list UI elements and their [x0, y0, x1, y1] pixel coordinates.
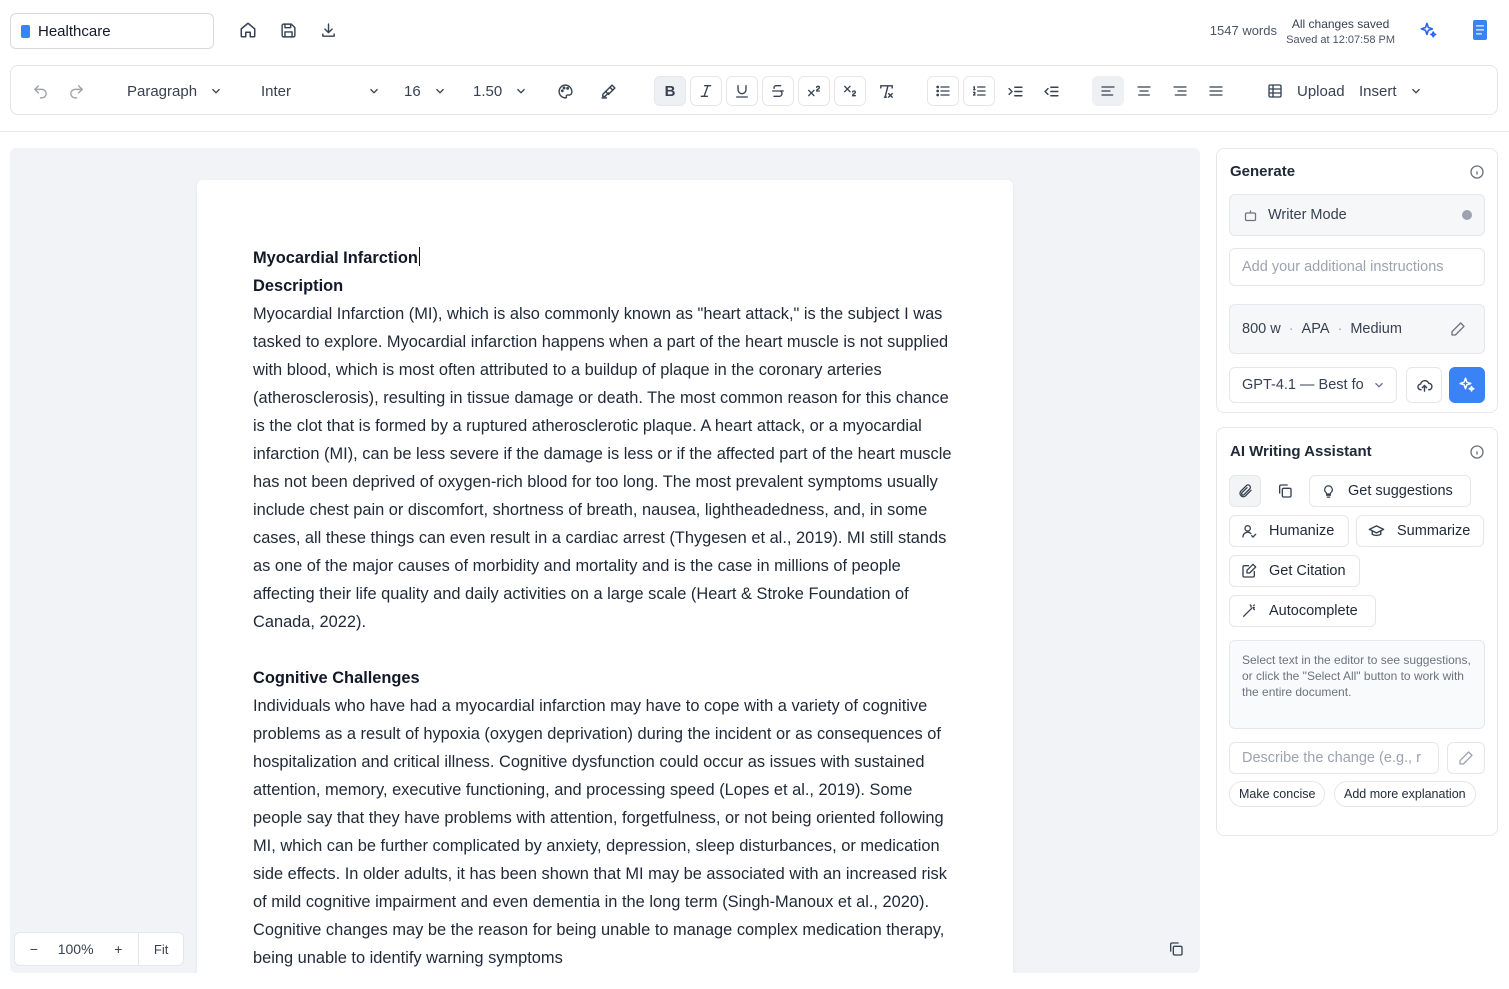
- chevron-down-icon: [209, 84, 223, 98]
- header-divider: [0, 131, 1509, 132]
- save-status: [1286, 16, 1395, 48]
- insert-table-button[interactable]: [1260, 76, 1290, 106]
- assistant-hint: Select text in the editor to see suggestions, or click the "Select All" button to work with the entire document.: [1229, 640, 1485, 729]
- document-title-field[interactable]: [10, 13, 214, 49]
- assistant-title: AI Writing Assistant: [1230, 443, 1372, 460]
- zoom-fit-button[interactable]: Fit: [153, 941, 169, 957]
- palette-icon: [557, 83, 574, 100]
- upload-reference-button[interactable]: [1406, 367, 1442, 403]
- redo-icon: [68, 83, 85, 100]
- insert-label: Insert: [1359, 82, 1397, 100]
- saved-timestamp: Saved at 12:07:58 PM: [1286, 34, 1395, 46]
- summarize-button[interactable]: [1356, 515, 1484, 547]
- describe-change-input[interactable]: Describe the change (e.g., r: [1229, 742, 1439, 774]
- citation-style: APA: [1301, 321, 1330, 337]
- bullet-list-button[interactable]: [927, 76, 959, 106]
- sparkle-icon: [1419, 21, 1438, 40]
- zoom-out-button[interactable]: −: [29, 941, 38, 957]
- highlighter-icon: [600, 83, 617, 100]
- word-count: 1547 words: [1209, 23, 1277, 38]
- justify-icon: [1208, 83, 1224, 99]
- undo-icon: [32, 83, 49, 100]
- quick-action-make-concise[interactable]: Make concise: [1229, 781, 1325, 807]
- top-header: [0, 0, 1509, 62]
- autocomplete-label: Autocomplete: [1269, 603, 1358, 619]
- upload-button[interactable]: [1297, 76, 1345, 106]
- get-suggestions-label: Get suggestions: [1348, 483, 1453, 499]
- apply-change-button[interactable]: [1447, 742, 1485, 774]
- redo-button[interactable]: [61, 76, 91, 106]
- table-icon: [1267, 83, 1283, 99]
- paragraph-cognitive: Individuals who have had a myocardial infarction may have to cope with a variety of cognitive problems as a result of hypoxia (oxygen deprivation) during the incident or as consequences of hospitalization and critical illness. Cognitive dysfunction could occur as issues with sustained attention, memory, executive functioning, and processing speed (Lopes et al., 2019). Some people say that they have problems with attention, forgetfulness, or not being oriented following MI, which can be further complicated by anxiety, depression, sleep disturbances, or medication side effects. In older adults, it has been shown that MI may be associated with an increased risk of mild cognitive impairment and even dementia in the long term (Singh-Manoux et al., 2020). Cognitive changes may be the reason for being unable to manage complex medication therapy, being unable to identify warning symptoms: [253, 697, 947, 967]
- undo-button[interactable]: [25, 76, 55, 106]
- user-icon: [1241, 523, 1257, 539]
- chevron-down-icon: [433, 84, 447, 98]
- get-citation-label: Get Citation: [1269, 563, 1346, 579]
- upload-cloud-icon: [1416, 377, 1433, 394]
- home-icon: [239, 21, 257, 39]
- lightbulb-icon: [1321, 484, 1336, 499]
- save-status-text: All changes saved: [1291, 17, 1390, 31]
- save-icon: [280, 22, 297, 39]
- outdent-button[interactable]: [1036, 76, 1066, 106]
- humanize-button[interactable]: [1229, 515, 1349, 547]
- font-family-value: Inter: [261, 82, 292, 100]
- pencil-icon[interactable]: [1450, 321, 1466, 337]
- doc-icon: [21, 25, 30, 38]
- align-center-icon: [1136, 83, 1152, 99]
- italic-button[interactable]: [690, 76, 722, 106]
- info-icon[interactable]: [1469, 444, 1485, 460]
- download-icon: [320, 22, 337, 39]
- paragraph-description: Myocardial Infarction (MI), which is also commonly known as "heart attack," is the subject I was tasked to explore. Myocardial infarction happens when a part of the heart muscle is not supplied with blood, which is most often attributed to a buildup of plaque in the coronary arteries (atherosclerosis), resulting in tissue damage or death. The most common reason for this chance is the clot that is formed by a ruptured atherosclerotic plaque. A heart attack, or a myocardial infarction (MI), can be less severe if the damage is less or if the affected part of the heart muscle has not been deprived of oxygen-rich blood for too long. The most prevalent symptoms usually include chest pain or discomfort, shortness of breath, nausea, lightheadedness, and, in some cases, all these things can even result in a cardiac arrest (Thygesen et al., 2019). MI still stands as one of the major causes of morbidity and mortality and is the case in millions of people affecting their life quality and daily activities on a large scale (Heart & Stroke Foundation of Canada, 2022).: [253, 305, 952, 631]
- block-type-value: Paragraph: [127, 82, 198, 100]
- align-right-icon: [1172, 83, 1188, 99]
- chevron-down-icon: [367, 84, 381, 98]
- upload-label: Upload: [1297, 82, 1345, 100]
- paperclip-icon: [1237, 483, 1253, 499]
- writer-mode-status-dot: [1462, 210, 1472, 220]
- numbered-list-button[interactable]: [963, 76, 995, 106]
- chevron-down-icon: [1409, 84, 1423, 98]
- model-select[interactable]: [1229, 367, 1397, 403]
- subscript-button[interactable]: [834, 76, 866, 106]
- document-page[interactable]: [197, 180, 1013, 973]
- copy-icon: [1277, 483, 1293, 499]
- bold-button[interactable]: [654, 76, 686, 106]
- formatting-toolbar: [10, 65, 1498, 115]
- magic-wand-icon: [1241, 603, 1257, 619]
- editor-canvas: [10, 148, 1200, 973]
- attach-button[interactable]: [1229, 475, 1261, 507]
- app-doc-icon: [1473, 20, 1487, 40]
- align-left-icon: [1100, 83, 1116, 99]
- generate-title: Generate: [1230, 163, 1296, 180]
- humanize-label: Humanize: [1269, 523, 1335, 539]
- align-right-button[interactable]: [1165, 76, 1195, 106]
- instructions-input[interactable]: Add your additional instructions: [1229, 248, 1485, 286]
- save-button[interactable]: [277, 19, 299, 41]
- writer-mode-label: Writer Mode: [1268, 207, 1347, 223]
- chevron-down-icon: [1372, 378, 1386, 392]
- ai-sparkle-button[interactable]: [1417, 19, 1439, 41]
- font-size-select[interactable]: [404, 76, 447, 106]
- tone-level: Medium: [1350, 321, 1402, 337]
- line-height-value: 1.50: [473, 82, 503, 100]
- download-button[interactable]: [317, 19, 339, 41]
- zoom-in-button[interactable]: +: [114, 941, 123, 957]
- insert-menu-button[interactable]: [1359, 76, 1423, 106]
- underline-button[interactable]: [726, 76, 758, 106]
- generate-button[interactable]: [1449, 367, 1485, 403]
- home-button[interactable]: [237, 19, 259, 41]
- strikethrough-icon: [770, 83, 786, 99]
- edit-doc-icon: [1241, 563, 1257, 579]
- copy-icon: [1168, 941, 1184, 957]
- generation-settings[interactable]: 800 w · APA · Medium: [1229, 304, 1485, 354]
- get-suggestions-button[interactable]: [1309, 475, 1471, 507]
- strikethrough-button[interactable]: [762, 76, 794, 106]
- text-cursor: [419, 247, 420, 266]
- indent-button[interactable]: [1000, 76, 1030, 106]
- chevron-down-icon: [514, 84, 528, 98]
- ai-assistant-panel: [1216, 427, 1498, 836]
- outdent-icon: [1043, 83, 1060, 100]
- block-type-select[interactable]: [127, 76, 223, 106]
- bold-label: B: [664, 82, 676, 100]
- zoom-controls: [14, 932, 184, 966]
- select-all-button[interactable]: [1269, 475, 1301, 507]
- indent-icon: [1007, 83, 1024, 100]
- text-color-button[interactable]: [550, 76, 580, 106]
- app-menu-button[interactable]: [1469, 19, 1491, 41]
- writer-mode-toggle[interactable]: [1229, 194, 1485, 236]
- justify-button[interactable]: [1201, 76, 1231, 106]
- zoom-level: 100%: [57, 941, 94, 957]
- font-family-select[interactable]: [261, 76, 381, 106]
- numbered-list-icon: [971, 83, 987, 99]
- align-left-button[interactable]: [1092, 76, 1124, 106]
- align-center-button[interactable]: [1129, 76, 1159, 106]
- autocomplete-button[interactable]: [1229, 595, 1376, 627]
- underline-icon: [734, 83, 750, 99]
- superscript-icon: [806, 83, 822, 99]
- get-citation-button[interactable]: [1229, 555, 1360, 587]
- superscript-button[interactable]: [798, 76, 830, 106]
- section-heading-cognitive: Cognitive Challenges: [253, 669, 420, 687]
- italic-icon: [698, 83, 714, 99]
- copy-document-button[interactable]: [1165, 938, 1187, 960]
- clear-format-icon: [878, 83, 895, 100]
- graduation-cap-icon: [1368, 523, 1385, 540]
- generate-panel: [1216, 148, 1498, 413]
- line-height-select[interactable]: [473, 76, 528, 106]
- quick-action-add-explanation[interactable]: Add more explanation: [1334, 781, 1476, 807]
- clear-format-button[interactable]: [871, 76, 901, 106]
- model-value: GPT-4.1 — Best fo: [1242, 377, 1364, 393]
- robot-icon: [1243, 208, 1258, 223]
- highlight-button[interactable]: [593, 76, 623, 106]
- sparkle-icon: [1458, 376, 1476, 394]
- document-title-heading: Myocardial Infarction: [253, 249, 418, 267]
- document-content[interactable]: [253, 244, 961, 972]
- summarize-label: Summarize: [1397, 523, 1471, 539]
- font-size-value: 16: [404, 82, 421, 100]
- section-heading-description: Description: [253, 277, 344, 295]
- bullet-list-icon: [935, 83, 951, 99]
- document-title: Healthcare: [38, 22, 111, 40]
- pencil-icon: [1458, 750, 1474, 766]
- info-icon[interactable]: [1469, 164, 1485, 180]
- subscript-icon: [842, 83, 858, 99]
- word-target: 800 w: [1242, 321, 1281, 337]
